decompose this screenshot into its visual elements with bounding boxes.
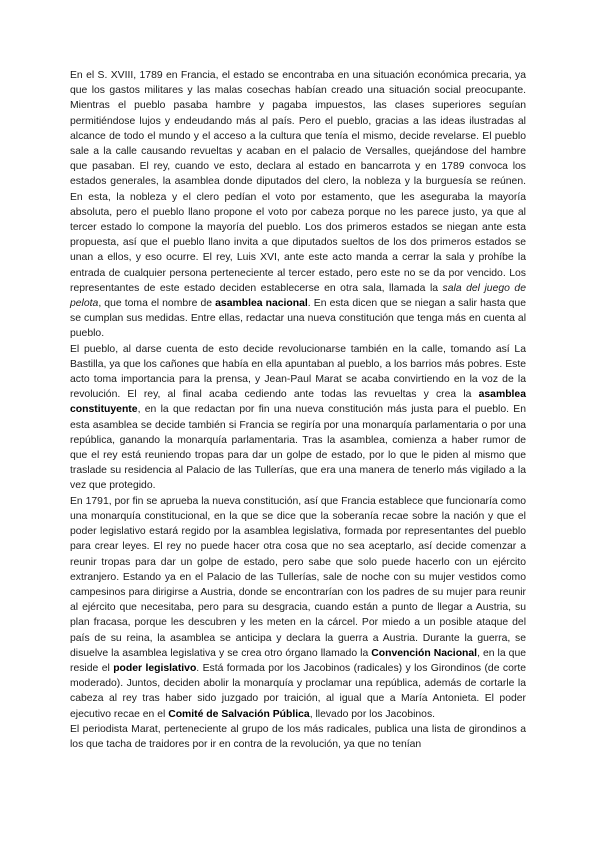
document-body <box>70 68 526 752</box>
paragraph-4-text: El periodista Marat, perteneciente al grupo de los más radicales, publica una lista de girondinos a los que tacha de traidores por ir en contra de la revolución, ya que no tenían <box>70 723 526 750</box>
sala-juego-pelota-italic: sala del juego de pelota <box>70 282 526 310</box>
paragraph-3-text: . Está formada por los Jacobinos (radicales) y los Girondinos (de corte moderado). Juntos, deciden abolir la monarquía y proclamar una república, además de cortarle la cabeza al rey tras haber sido juzgado por traición, al igual que a María Antonieta. El poder ejecutivo recae en el <box>70 662 526 720</box>
paragraph-1-text: , que toma el nombre de <box>98 298 216 310</box>
paragraph-3-text: , en la que reside el <box>70 647 526 674</box>
paragraph-2-text: , en la que redactan por fin una nueva constitución más justa para el pueblo. En esta asamblea se decide también si Francia se regiría por una monarquía parlamentaria o por una república, ganando la monarquía parlamentaria. Tras la asamblea, comienza a haber rumor de que el rey está reuniendo tropas para dar un golpe de estado, por lo que le piden al mismo que traslade su residencia al Palacio de las Tullerías, que era una manera de tenerlo más vigilado a la vez que protegido. <box>70 404 526 492</box>
comite-salvacion-publica-bold: Comité de Salvación Pública <box>168 708 310 720</box>
convencion-nacional-bold: Convención Nacional <box>371 647 478 659</box>
poder-legislativo-bold: poder legislativo <box>113 662 197 674</box>
paragraph-2-text: El pueblo, al darse cuenta de esto decide revolucionarse también en la calle, tomando así La Bastilla, ya que los cañones que había en ella apuntaban al pueblo, a los barrios más pobres. Este acto toma importancia para la prensa, y Jean-Paul Marat se acaba convirtiendo en la voz de la revolución. El rey, al final acaba cediendo ante todas las revueltas y crea la <box>70 343 526 401</box>
asamblea-nacional-bold: asamblea nacional <box>215 298 308 310</box>
paragraph-4 <box>70 722 526 752</box>
asamblea-constituyente-bold: asamblea constituyente <box>70 389 526 416</box>
paragraph-3-text: En 1791, por fin se aprueba la nueva constitución, así que Francia establece que funcionaría como una monarquía constitucional, en la que se dice que la soberanía recae sobre la nación y que el poder legislativo estará regido por la asamblea legislativa, formada por representantes del pueblo para crear leyes. El rey no puede hacer otra cosa que no sea aceptarlo, así decide comenzar a reunir tropas para dar un golpe de estado, pero sabe que solo puede hacerlo con un ejército extranjero. Estando ya en el Palacio de las Tullerías, sale de noche con su mujer vestidos como campesinos para dirigirse a Austria, donde se encontrarían con los padres de su mujer para reunir al ejército que necesitaba, pero para su desgracia, cuando están a punto de llegar a Austria, su plan fracasa, porque les descubren y les meten en la cárcel. Por miedo a un posible ataque del país de su reina, la asamblea se anticipa y declara la guerra a Austria. Durante la guerra, se disuelve la asamblea legislativa y se crea otro órgano llamado la <box>70 495 526 659</box>
paragraph-1-text: . En esta dicen que se niegan a salir hasta que se cumplan sus medidas. Entre ellas, redactar una nueva constitución que tenga más en cuenta al pueblo. <box>70 298 526 340</box>
paragraph-1-text: En el S. XVIII, 1789 en Francia, el estado se encontraba en una situación económica precaria, ya que los gastos militares y las malas cosechas habían creado una situación social preocupante. Mientras el pueblo pasaba hambre y pagaba impuestos, las clases superiores seguían permitiéndose lujos y endeudando más al país. Pero el pueblo, gracias a las ideas ilustradas al alcance de todo el mundo y el acceso a la cultura que tenía el mismo, decide revelarse. El pueblo sale a la calle causando revueltas y acaban en el palacio de Versalles, quejándose del hambre que pasaban. El rey, cuando ve esto, declara al estado en bancarrota y en 1789 convoca los estados generales, la asamblea donde diputados del clero, la nobleza y la burguesía se reúnen. En esta, la nobleza y el clero pedían el voto por estamento, que les aseguraba la mayoría absoluta, pero el pueblo llano propone el voto por cabeza porque no les parece justo, ya que al tercer estado lo compone la mayoría del pueblo. Los dos primeros estados se niegan ante esta propuesta, así que el pueblo llano invita a que diputados sueltos de los dos primeros estados se unan a ellos, y eso ocurre. El rey, Luis XVI, ante este acto manda a cerrar la sala y prohíbe la entrada de cualquier persona perteneciente al tercer estado, pero este no se da por vencido. Los representantes de este estado deciden establecerse en otra sala, llamada la <box>70 70 526 294</box>
paragraph-2 <box>70 342 526 494</box>
paragraph-3 <box>70 494 526 722</box>
paragraph-1 <box>70 68 526 342</box>
paragraph-3-text: , llevado por los Jacobinos. <box>309 708 436 720</box>
